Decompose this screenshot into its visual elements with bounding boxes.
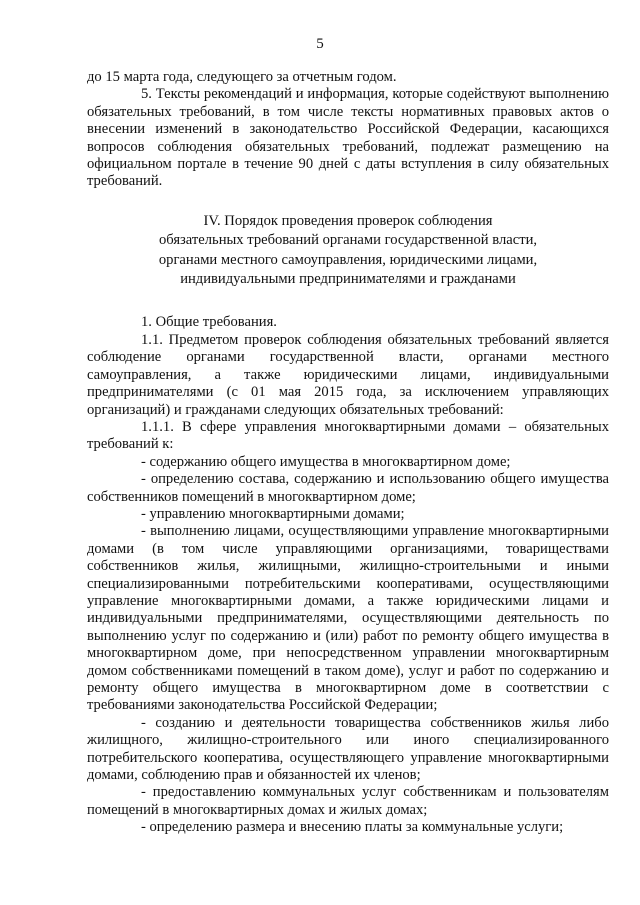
section-heading-line: индивидуальными предпринимателями и гражданами bbox=[180, 271, 516, 288]
list-item: - содержанию общего имущества в многоквартирном доме; bbox=[141, 453, 511, 470]
page-number: 5 bbox=[316, 36, 324, 52]
list-item: - управлению многоквартирными домами; bbox=[141, 505, 405, 522]
list-item: - созданию и деятельности товарищества собственников жилья либо жилищного, жилищно-строительного или иного специализированного потребительского кооператива, осуществляющего управление многоквартирными домами, соблюдению прав и обязанностей их членов; bbox=[87, 714, 609, 784]
paragraph-general-requirements: 1. Общие требования. bbox=[141, 314, 277, 331]
list-item: - определению размера и внесению платы за коммунальные услуги; bbox=[141, 819, 564, 836]
section-heading-line: обязательных требований органами государственной власти, bbox=[158, 232, 538, 249]
document-body bbox=[87, 69, 609, 837]
paragraph-item-5: 5. Тексты рекомендаций и информация, которые содействуют выполнению обязательных требований, в том числе тексты нормативных правовых актов о внесении изменений в законодательство Российской Федерации, касающихся вопросов соблюдения обязательных требований, подлежат размещению на официальном портале в течение 90 дней с даты вступления в силу обязательных требований. bbox=[87, 86, 609, 190]
list-item: - предоставлению коммунальных услуг собственникам и пользователям помещений в многоквартирных домах и жилых домах; bbox=[87, 784, 609, 818]
section-heading-line: органами местного самоуправления, юридическими лицами, bbox=[158, 251, 538, 268]
list-item: - выполнению лицами, осуществляющими управление многоквартирными домами (в том числе управляющими организациями, товариществами собственников жилья, жилищными, жилищно-строительными и иными специализированными потребительскими кооперативами, осуществляющими управление многоквартирными домами, а также юридическими лицами и индивидуальными предпринимателями, осуществляющими деятельность по выполнению услуг по содержанию и (или) работ по ремонту общего имущества в многоквартирном доме, при непосредственном управлении многоквартирным домом собственниками помещений в таком доме), услуг и работ по содержанию и ремонту общего имущества в многоквартирном доме в соответствии с требованиями законодательства Российской Федерации; bbox=[87, 523, 609, 714]
section-heading-line: IV. Порядок проведения проверок соблюдения bbox=[203, 212, 493, 229]
section-heading bbox=[87, 212, 609, 290]
paragraph-continuation: до 15 марта года, следующего за отчетным годом. bbox=[87, 69, 397, 85]
paragraph-1-1-1: 1.1.1. В сфере управления многоквартирными домами – обязательных требований к: bbox=[87, 418, 609, 453]
paragraph-1-1: 1.1. Предметом проверок соблюдения обязательных требований является соблюдение органами государственной власти, органами местного самоуправления, а также юридическими лицами, индивидуальными предпринимателями (с 01 мая 2015 года, за исключением управляющих организаций) и гражданами следующих обязательных требований: bbox=[87, 331, 609, 418]
list-item: - определению состава, содержанию и использованию общего имущества собственников помещений в многоквартирном доме; bbox=[87, 471, 609, 505]
